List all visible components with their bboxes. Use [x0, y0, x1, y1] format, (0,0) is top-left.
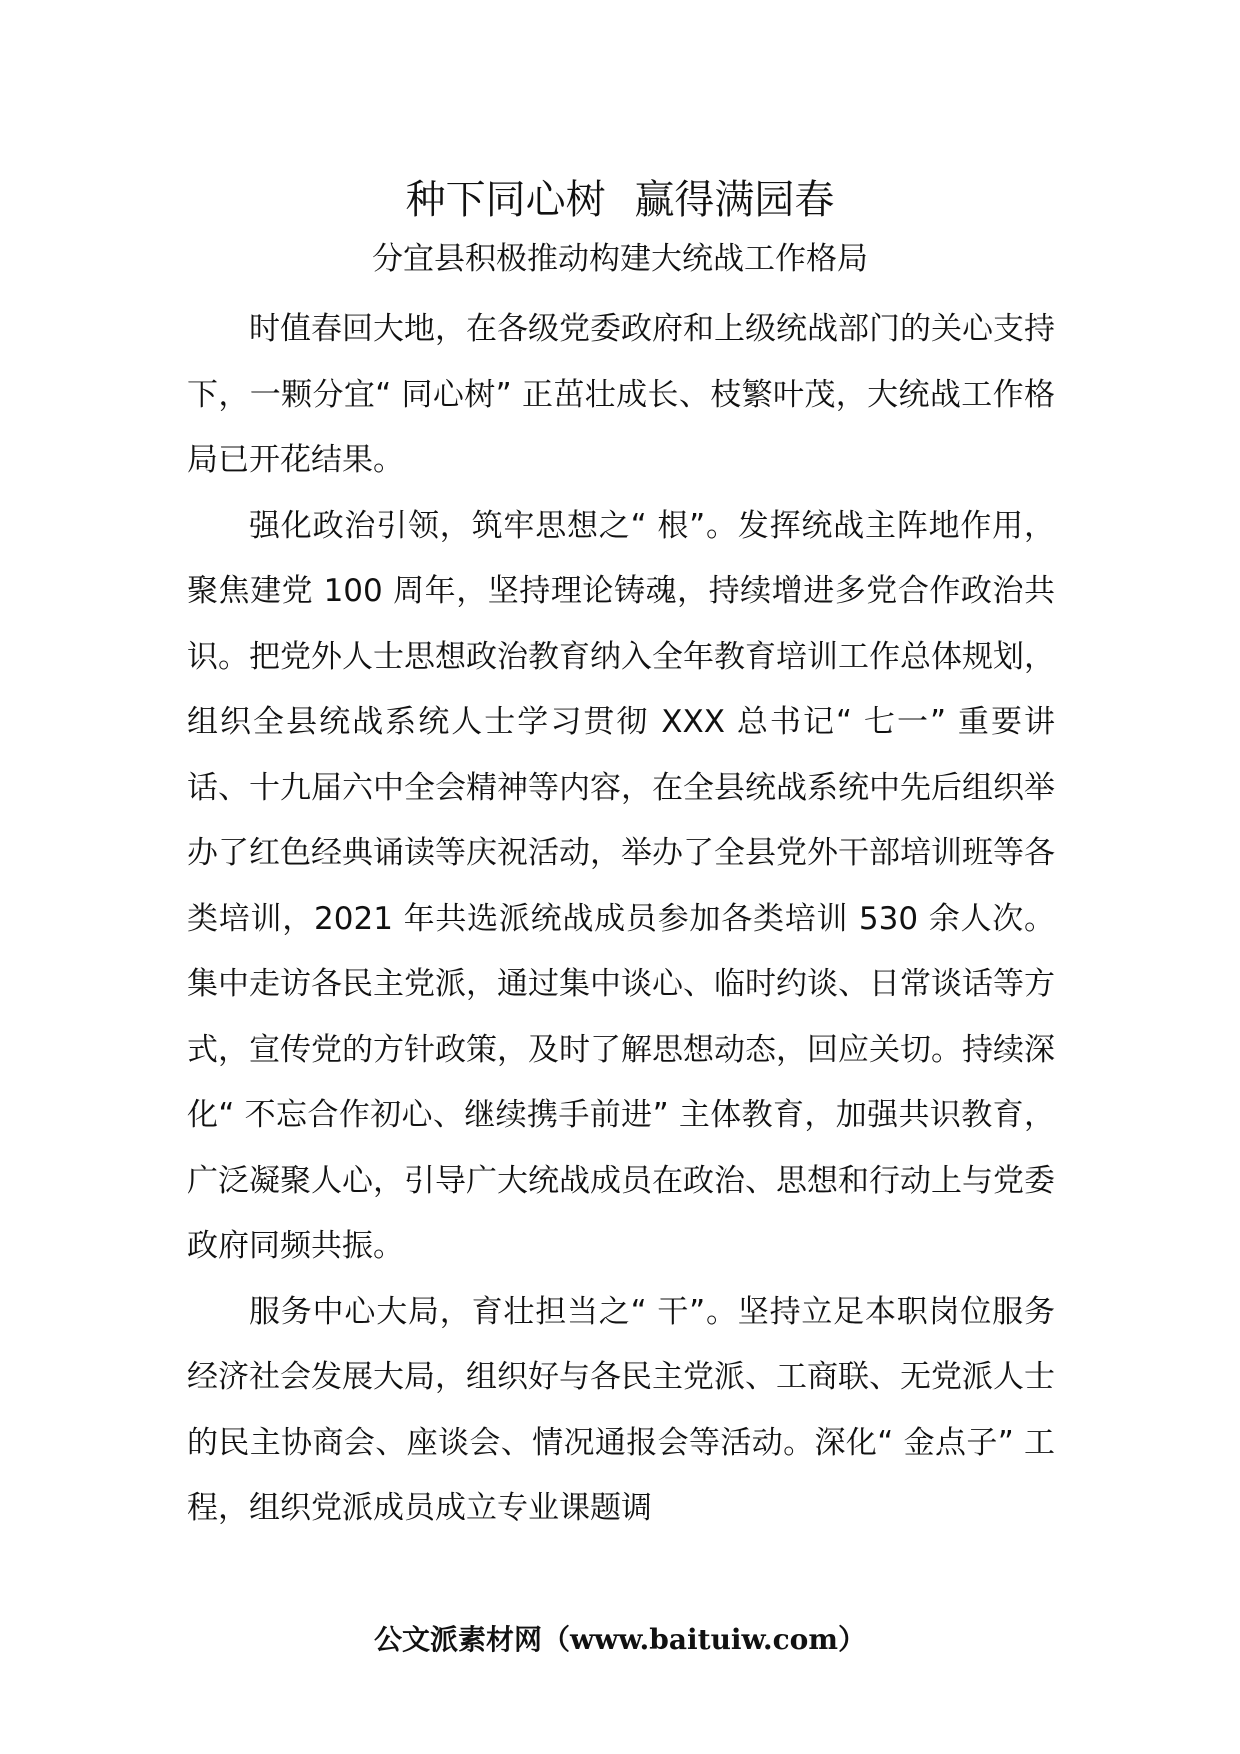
- document-subtitle: 分宜县积极推动构建大统战工作格局: [372, 241, 868, 277]
- document-body: [187, 297, 1055, 1542]
- body-paragraph-3: 服务中心大局，育壮担当之“ 干”。坚持立足本职岗位服务经济社会发展大局，组织好与各民主党派、工商联、无党派人士的民主协商会、座谈会、情况通报会等活动。深化“ 金点子” 工程，组织党派成员成立专业课题调: [187, 1293, 1055, 1526]
- document-title: 种下同心树 赢得满园春: [405, 177, 835, 223]
- body-paragraph-2: 强化政治引领，筑牢思想之“ 根”。发挥统战主阵地作用，聚焦建党 100 周年，坚持理论铸魂，持续增进多党合作政治共识。把党外人士思想政治教育纳入全年教育培训工作总体规划，组织全县统战系统人士学习贯彻 XXX 总书记“ 七一” 重要讲话、十九届六中全会精神等内容，在全县统战系统中先后组织举办了红色经典诵读等庆祝活动，举办了全县党外干部培训班等各类培训，2021 年共选派统战成员参加各类培训 530 余人次。集中走访各民主党派，通过集中谈心、临时约谈、日常谈话等方式，宣传党的方针政策，及时了解思想动态，回应关切。持续深化“ 不忘合作初心、继续携手前进” 主体教育，加强共识教育，广泛凝聚人心，引导广大统战成员在政治、思想和行动上与党委政府同频共振。: [187, 507, 1055, 1264]
- body-paragraph-1: 时值春回大地，在各级党委政府和上级统战部门的关心支持下，一颗分宜“ 同心树” 正茁壮成长、枝繁叶茂，大统战工作格局已开花结果。: [187, 311, 1055, 478]
- source-watermark-footer: 公文派素材网（www.baituiw.com）: [374, 1623, 866, 1656]
